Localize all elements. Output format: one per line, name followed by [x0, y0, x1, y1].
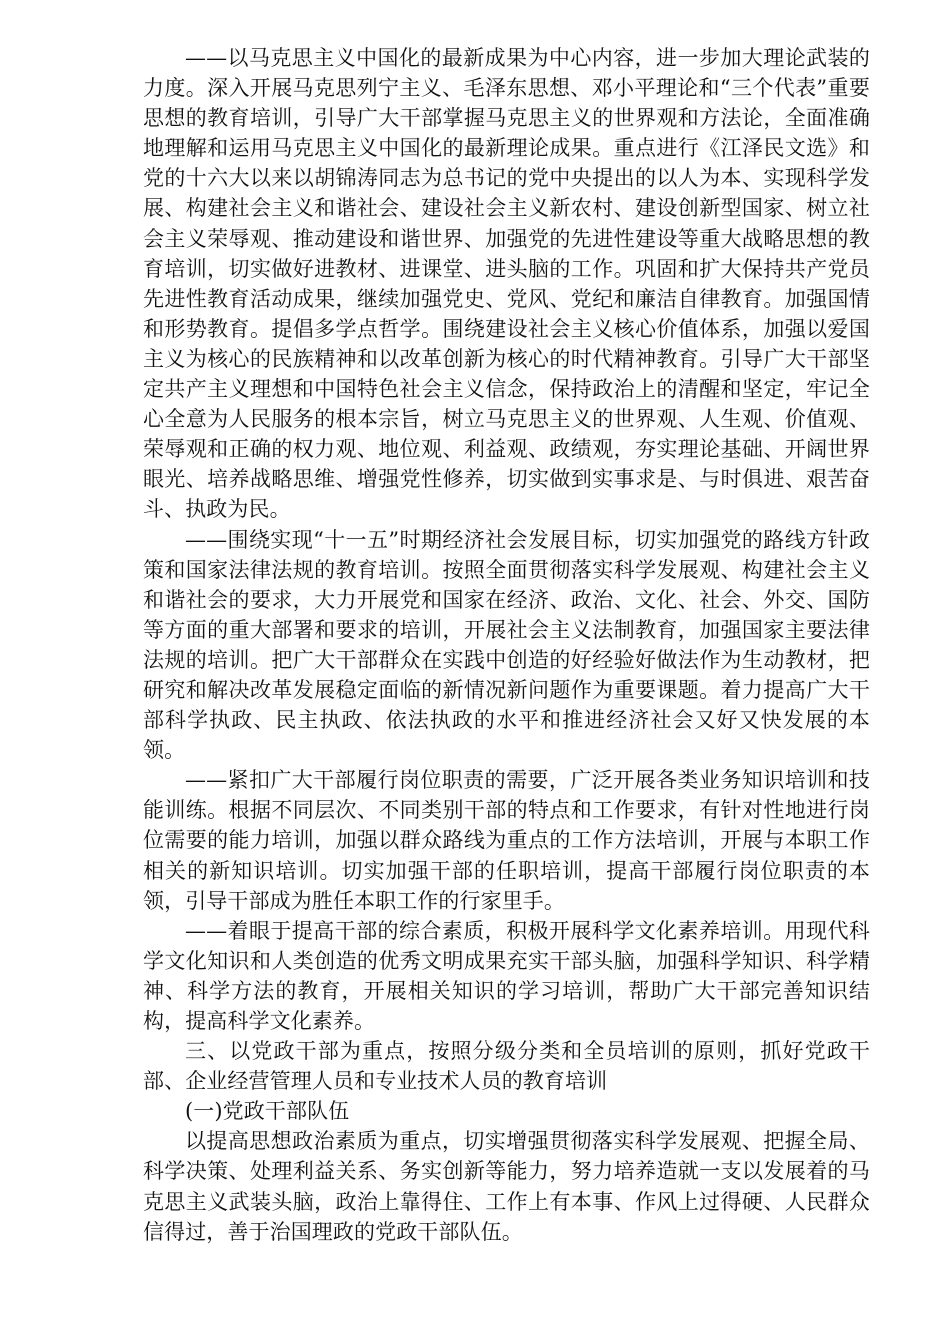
paragraph-science-culture-training: ——着眼于提高干部的综合素质，积极开展科学文化素养培训。用现代科学文化知识和人类创造的优秀文明成果充实干部头脑，加强科学知识、科学精神、科学方法的教育，开展相关知识的学习培训，帮助广大干部完善知识结构，提高科学文化素养。 — [143, 918, 870, 1033]
subsection-heading-cadres: (一)党政干部队伍 — [185, 1099, 350, 1124]
paragraph-policy-law-training: ——围绕实现“十一五”时期经济社会发展目标，切实加强党的路线方针政策和国家法律法规的教育培训。按照全面贯彻落实科学发展观、构建社会主义和谐社会的要求，大力开展党和国家在经济、政治、文化、社会、外交、国防等方面的重大部署和要求的培训，开展社会主义法制教育，加强国家主要法律法规的培训。把广大干部群众在实践中创造的好经验好做法作为生动教材，把研究和解决改革发展稳定面临的新情况新问题作为重要课题。着力提高广大干部科学执政、民主执政、依法执政的水平和推进经济社会又好又快发展的本领。 — [143, 527, 870, 763]
paragraph-cadre-team-goal: 以提高思想政治素质为重点，切实增强贯彻落实科学发展观、把握全局、科学决策、处理利益关系、务实创新等能力，努力培养造就一支以发展着的马克思主义武装头脑，政治上靠得住、工作上有本事、作风上过得硬、人民群众信得过，善于治国理政的党政干部队伍。 — [143, 1129, 870, 1244]
section-heading-three: 三、以党政干部为重点，按照分级分类和全员培训的原则，抓好党政干部、企业经营管理人员和专业技术人员的教育培训 — [143, 1039, 870, 1094]
paragraph-theory-armament: ——以马克思主义中国化的最新成果为中心内容，进一步加大理论武装的力度。深入开展马克思列宁主义、毛泽东思想、邓小平理论和“三个代表”重要思想的教育培训，引导广大干部掌握马克思主义的世界观和方法论，全面准确地理解和运用马克思主义中国化的最新理论成果。重点进行《江泽民文选》和党的十六大以来以胡锦涛同志为总书记的党中央提出的以人为本、实现科学发展、构建社会主义和谐社会、建设社会主义新农村、建设创新型国家、树立社会主义荣辱观、推动建设和谐世界、加强党的先进性建设等重大战略思想的教育培训，切实做好进教材、进课堂、进头脑的工作。巩固和扩大保持共产党员先进性教育活动成果，继续加强党史、党风、党纪和廉洁自律教育。加强国情和形势教育。提倡多学点哲学。围绕建设社会主义核心价值体系，加强以爱国主义为核心的民族精神和以改革创新为核心的时代精神教育。引导广大干部坚定共产主义理想和中国特色社会主义信念，保持政治上的清醒和坚定，牢记全心全意为人民服务的根本宗旨，树立马克思主义的世界观、人生观、价值观、荣辱观和正确的权力观、地位观、利益观、政绩观，夯实理论基础、开阔世界眼光、培养战略思维、增强党性修养，切实做到实事求是、与时俱进、艰苦奋斗、执政为民。 — [143, 46, 870, 522]
document-body — [143, 43, 870, 1247]
paragraph-job-skills-training: ——紧扣广大干部履行岗位职责的需要，广泛开展各类业务知识培训和技能训练。根据不同层次、不同类别干部的特点和工作要求，有针对性地进行岗位需要的能力培训，加强以群众路线为重点的工作方法培训，开展与本职工作相关的新知识培训。切实加强干部的任职培训，提高干部履行岗位职责的本领，引导干部成为胜任本职工作的行家里手。 — [143, 768, 870, 913]
